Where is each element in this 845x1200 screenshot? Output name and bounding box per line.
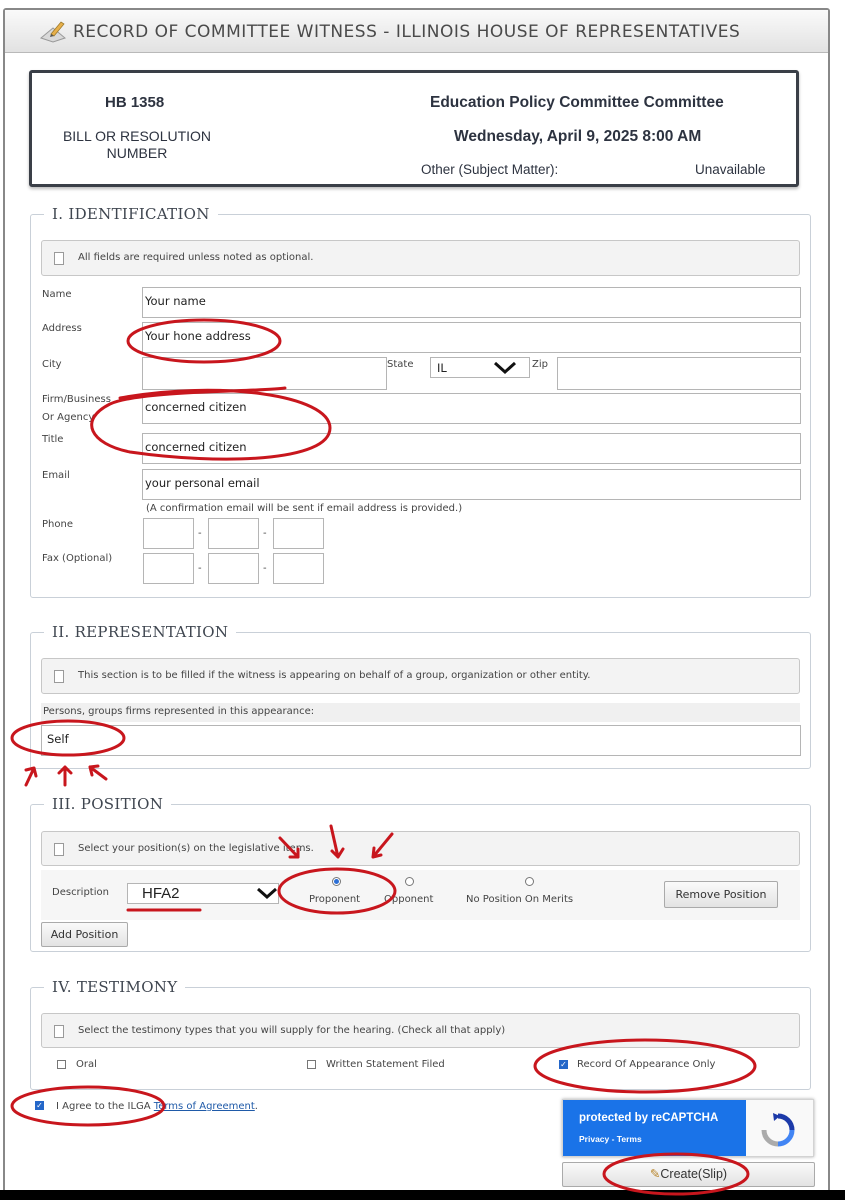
title-input[interactable]: concerned citizen: [142, 433, 801, 464]
phone-prefix-input[interactable]: [208, 518, 259, 549]
persons-label: Persons, groups firms represented in this appearance:: [43, 706, 315, 717]
zip-label: Zip: [532, 359, 548, 370]
address-input[interactable]: Your hone address: [142, 322, 801, 353]
window-title: RECORD OF COMMITTEE WITNESS - ILLINOIS HOUSE OF REPRESENTATIVES: [73, 22, 741, 42]
chevron-down-icon: [256, 887, 278, 900]
proponent-radio[interactable]: [332, 877, 341, 886]
state-value: IL: [437, 361, 447, 375]
create-slip-button[interactable]: [562, 1162, 815, 1187]
name-input[interactable]: Your name: [142, 287, 801, 318]
written-statement-checkbox[interactable]: [307, 1060, 316, 1069]
title-bar: [5, 10, 828, 53]
doc-icon: [54, 252, 64, 265]
fax-prefix-input[interactable]: [208, 553, 259, 584]
email-input[interactable]: your personal email: [142, 469, 801, 500]
no-position-label: No Position On Merits: [466, 894, 574, 905]
representation-note: [41, 658, 800, 694]
record-appearance-label: Record Of Appearance Only: [577, 1059, 716, 1070]
opponent-radio[interactable]: [405, 877, 414, 886]
recaptcha-widget[interactable]: [562, 1099, 814, 1157]
fax-area-input[interactable]: [143, 553, 194, 584]
bottom-strip: [0, 1190, 845, 1200]
position-note-text: Select your position(s) on the legislative items.: [78, 843, 314, 854]
agree-text: [56, 1101, 258, 1112]
fax-dash-1: -: [198, 563, 202, 574]
description-label: Description: [52, 887, 109, 898]
firm-input[interactable]: concerned citizen: [142, 393, 801, 424]
persons-input[interactable]: Self: [41, 725, 801, 756]
doc-icon: [54, 1025, 64, 1038]
terms-link[interactable]: Terms of Agreement: [153, 1101, 255, 1112]
identification-note: [41, 240, 800, 276]
phone-line-input[interactable]: [273, 518, 324, 549]
doc-icon: [54, 670, 64, 683]
oral-label: Oral: [76, 1059, 97, 1070]
bill-number: HB 1358: [105, 94, 165, 111]
add-position-button[interactable]: Add Position: [41, 922, 128, 947]
email-note: (A confirmation email will be sent if email address is provided.): [146, 503, 463, 514]
chevron-down-icon: [493, 361, 517, 375]
representation-note-text: This section is to be filled if the witness is appearing on behalf of a group, organization or other entity.: [78, 670, 591, 681]
firm-label-2: Or Agency: [42, 412, 95, 423]
pencil-icon: ✎: [649, 1167, 661, 1181]
description-value: HFA2: [142, 885, 180, 902]
recaptcha-links[interactable]: Privacy - Terms: [579, 1134, 642, 1144]
persons-label-bar: [41, 703, 800, 722]
fax-label: Fax (Optional): [42, 553, 113, 564]
record-appearance-checkbox[interactable]: ✓: [560, 1060, 567, 1069]
hearing-datetime: Wednesday, April 9, 2025 8:00 AM: [454, 128, 702, 145]
agree-label: I Agree to the ILGA: [56, 1101, 151, 1112]
create-slip-label: Create(Slip): [660, 1167, 728, 1181]
other-value: Unavailable: [695, 162, 766, 177]
state-label: State: [387, 359, 414, 370]
written-statement-label: Written Statement Filed: [326, 1059, 445, 1070]
position-legend: III. POSITION: [44, 795, 171, 813]
other-label: Other (Subject Matter):: [421, 162, 559, 177]
testimony-legend: IV. TESTIMONY: [44, 978, 185, 996]
no-position-radio[interactable]: [525, 877, 534, 886]
fax-line-input[interactable]: [273, 553, 324, 584]
firm-label-1: Firm/Business: [42, 394, 111, 405]
state-select[interactable]: [430, 357, 530, 378]
email-label: Email: [42, 470, 70, 481]
identification-note-text: All fields are required unless noted as optional.: [78, 252, 314, 263]
oral-checkbox[interactable]: [57, 1060, 66, 1069]
identification-legend: I. IDENTIFICATION: [44, 205, 218, 223]
remove-position-button[interactable]: Remove Position: [664, 881, 778, 908]
pencil-icon: [39, 20, 69, 48]
proponent-label: Proponent: [309, 894, 361, 905]
recaptcha-badge: [563, 1100, 746, 1156]
phone-area-input[interactable]: [143, 518, 194, 549]
name-label: Name: [42, 289, 72, 300]
description-select[interactable]: [127, 883, 279, 904]
representation-legend: II. REPRESENTATION: [44, 623, 236, 641]
agree-suffix: .: [254, 1101, 258, 1112]
zip-input[interactable]: [557, 357, 801, 390]
phone-dash-1: -: [198, 528, 202, 539]
phone-dash-2: -: [263, 528, 267, 539]
recaptcha-text: protected by reCAPTCHA: [579, 1112, 719, 1124]
testimony-note-text: Select the testimony types that you will supply for the hearing. (Check all that apply): [78, 1025, 506, 1036]
fax-dash-2: -: [263, 563, 267, 574]
testimony-note: [41, 1013, 800, 1048]
phone-label: Phone: [42, 519, 73, 530]
hearing-header: [29, 70, 799, 187]
title-label: Title: [42, 434, 64, 445]
committee-name: Education Policy Committee Committee: [430, 94, 724, 111]
doc-icon: [54, 843, 64, 856]
agree-checkbox[interactable]: ✓: [36, 1101, 43, 1110]
bill-label: BILL OR RESOLUTION NUMBER: [62, 128, 212, 161]
opponent-label: Opponent: [384, 894, 434, 905]
position-note: [41, 831, 800, 866]
recaptcha-icon: [758, 1112, 798, 1152]
city-input[interactable]: [142, 357, 387, 390]
city-label: City: [42, 359, 62, 370]
address-label: Address: [42, 323, 82, 334]
